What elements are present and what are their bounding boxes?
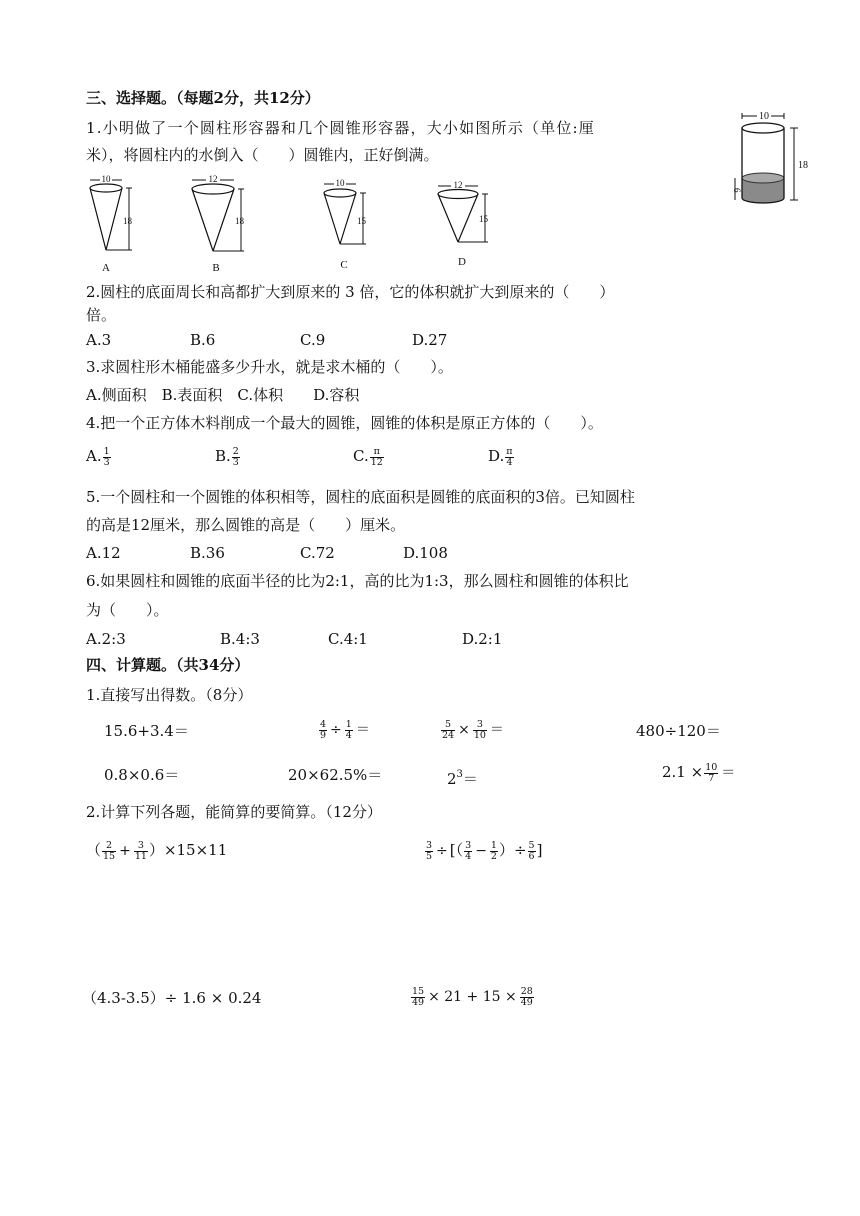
- section-4-title: 四、计算题。（共34分）: [86, 656, 250, 674]
- q4-option-c: C. $\frac{\pi}{12}$: [353, 445, 383, 468]
- q6-option-b: B.4:3: [220, 630, 260, 648]
- fraction: $\frac{2}{3}$: [232, 445, 239, 468]
- cone-a-label: A: [102, 262, 110, 274]
- fraction: $\frac{\pi}{12}$: [370, 445, 383, 468]
- cones-figure: [86, 172, 506, 276]
- calc1-r2-c: $2^3=$: [447, 769, 478, 788]
- cone-d-diameter: 12: [453, 180, 463, 190]
- q5-option-a: A.12: [86, 544, 121, 562]
- q2-text-line2: 倍。: [86, 306, 117, 324]
- cone-c: [324, 178, 367, 271]
- calc2-expr-3: （4.3-3.5）÷ 1.6 × 0.24: [82, 989, 262, 1007]
- q5-text-line1: 5.一个圆柱和一个圆锥的体积相等，圆柱的底面积是圆锥的底面积的3倍。已知圆柱: [86, 488, 635, 506]
- cone-c-label: C: [340, 259, 348, 271]
- cone-a-height: 18: [123, 216, 132, 226]
- q5-option-d: D.108: [403, 544, 448, 562]
- q6-text-line1: 6.如果圆柱和圆锥的底面半径的比为2:1，高的比为1:3，那么圆柱和圆锥的体积比: [86, 572, 629, 590]
- fraction: $\frac{1}{3}$: [103, 445, 110, 468]
- cone-a-diameter: 10: [101, 174, 111, 184]
- cone-a: [90, 174, 133, 274]
- cone-c-diameter: 10: [335, 178, 345, 188]
- q4-text: 4.把一个正方体木料削成一个最大的圆锥，圆锥的体积是原正方体的（ ）。: [86, 414, 603, 432]
- q4-option-b: B. $\frac{2}{3}$: [215, 445, 239, 468]
- cylinder-diameter-label: 10: [759, 111, 769, 122]
- cone-b-label: B: [212, 262, 220, 274]
- q2-option-d: D.27: [412, 331, 448, 349]
- q6-text-line2: 为（ ）。: [86, 601, 169, 619]
- calc2-expr-2: $\frac{3}{5}$ ÷ [（ $\frac{3}{4}$ − $\frac{1}{2}$ ）÷ $\frac{5}{6}$ ]: [426, 839, 543, 862]
- q4-option-d: D. $\frac{\pi}{4}$: [488, 445, 513, 468]
- q1-text-line2: 米），将圆柱内的水倒入（ ）圆锥内，正好倒满。: [86, 146, 439, 164]
- cone-b: [192, 174, 245, 274]
- cylinder-water-label: 6: [732, 188, 742, 193]
- q2-text-line1: 2.圆柱的底面周长和高都扩大到原来的 3 倍，它的体积就扩大到原来的（ ）: [86, 283, 615, 301]
- calc2-expr-4: $\frac{15}{49}$ × 21 + 15 × $\frac{28}{49}$: [412, 985, 533, 1008]
- calc1-r2-d: 2.1 × $\frac{10}{7}$ ＝: [662, 761, 736, 784]
- calc1-r1-a: 15.6+3.4＝: [104, 722, 189, 740]
- q2-option-a: A.3: [86, 331, 112, 349]
- q4-option-a: A. $\frac{1}{3}$: [86, 445, 110, 468]
- section-3-title: 三、选择题。（每题2分，共12分）: [86, 89, 320, 107]
- cone-c-height: 15: [357, 216, 366, 226]
- calc1-r1-d: 480÷120＝: [636, 722, 721, 740]
- calc2-title: 2.计算下列各题，能简算的要简算。（12分）: [86, 803, 382, 821]
- cone-b-height: 18: [235, 216, 244, 226]
- cone-d-label: D: [458, 256, 466, 268]
- calc2-expr-1: （ $\frac{2}{15}$ + $\frac{3}{11}$ ）×15×11: [86, 839, 228, 862]
- fraction: $\frac{\pi}{4}$: [506, 445, 513, 468]
- calc1-r2-a: 0.8×0.6＝: [104, 766, 180, 784]
- calc1-title: 1.直接写出得数。（8分）: [86, 686, 253, 704]
- calc1-r1-b: $\frac{4}{9}$ ÷ $\frac{1}{4}$ ＝: [320, 718, 370, 741]
- q3-options: A.侧面积 B.表面积 C.体积 D.容积: [86, 386, 360, 404]
- q2-option-b: B.6: [190, 331, 216, 349]
- calc1-r2-b: 20×62.5%＝: [288, 766, 383, 784]
- cone-d-height: 15: [479, 214, 488, 224]
- q1-text-line1: 1.小明做了一个圆柱形容器和几个圆锥形容器，大小如图所示（单位:厘: [86, 119, 595, 137]
- q5-text-line2: 的高是12厘米，那么圆锥的高是（ ）厘米。: [86, 516, 406, 534]
- q6-option-a: A.2:3: [86, 630, 126, 648]
- cylinder-figure: [728, 108, 808, 210]
- cone-b-diameter: 12: [208, 174, 218, 184]
- cone-d: [438, 180, 489, 268]
- q6-option-d: D.2:1: [462, 630, 503, 648]
- q3-text: 3.求圆柱形木桶能盛多少升水，就是求木桶的（ ）。: [86, 358, 453, 376]
- q6-option-c: C.4:1: [328, 630, 368, 648]
- q2-option-c: C.9: [300, 331, 326, 349]
- calc1-r1-c: $\frac{5}{24}$ × $\frac{3}{10}$ ＝: [442, 718, 504, 741]
- cylinder-height-label: 18: [798, 160, 808, 171]
- q5-option-b: B.36: [190, 544, 225, 562]
- q5-option-c: C.72: [300, 544, 335, 562]
